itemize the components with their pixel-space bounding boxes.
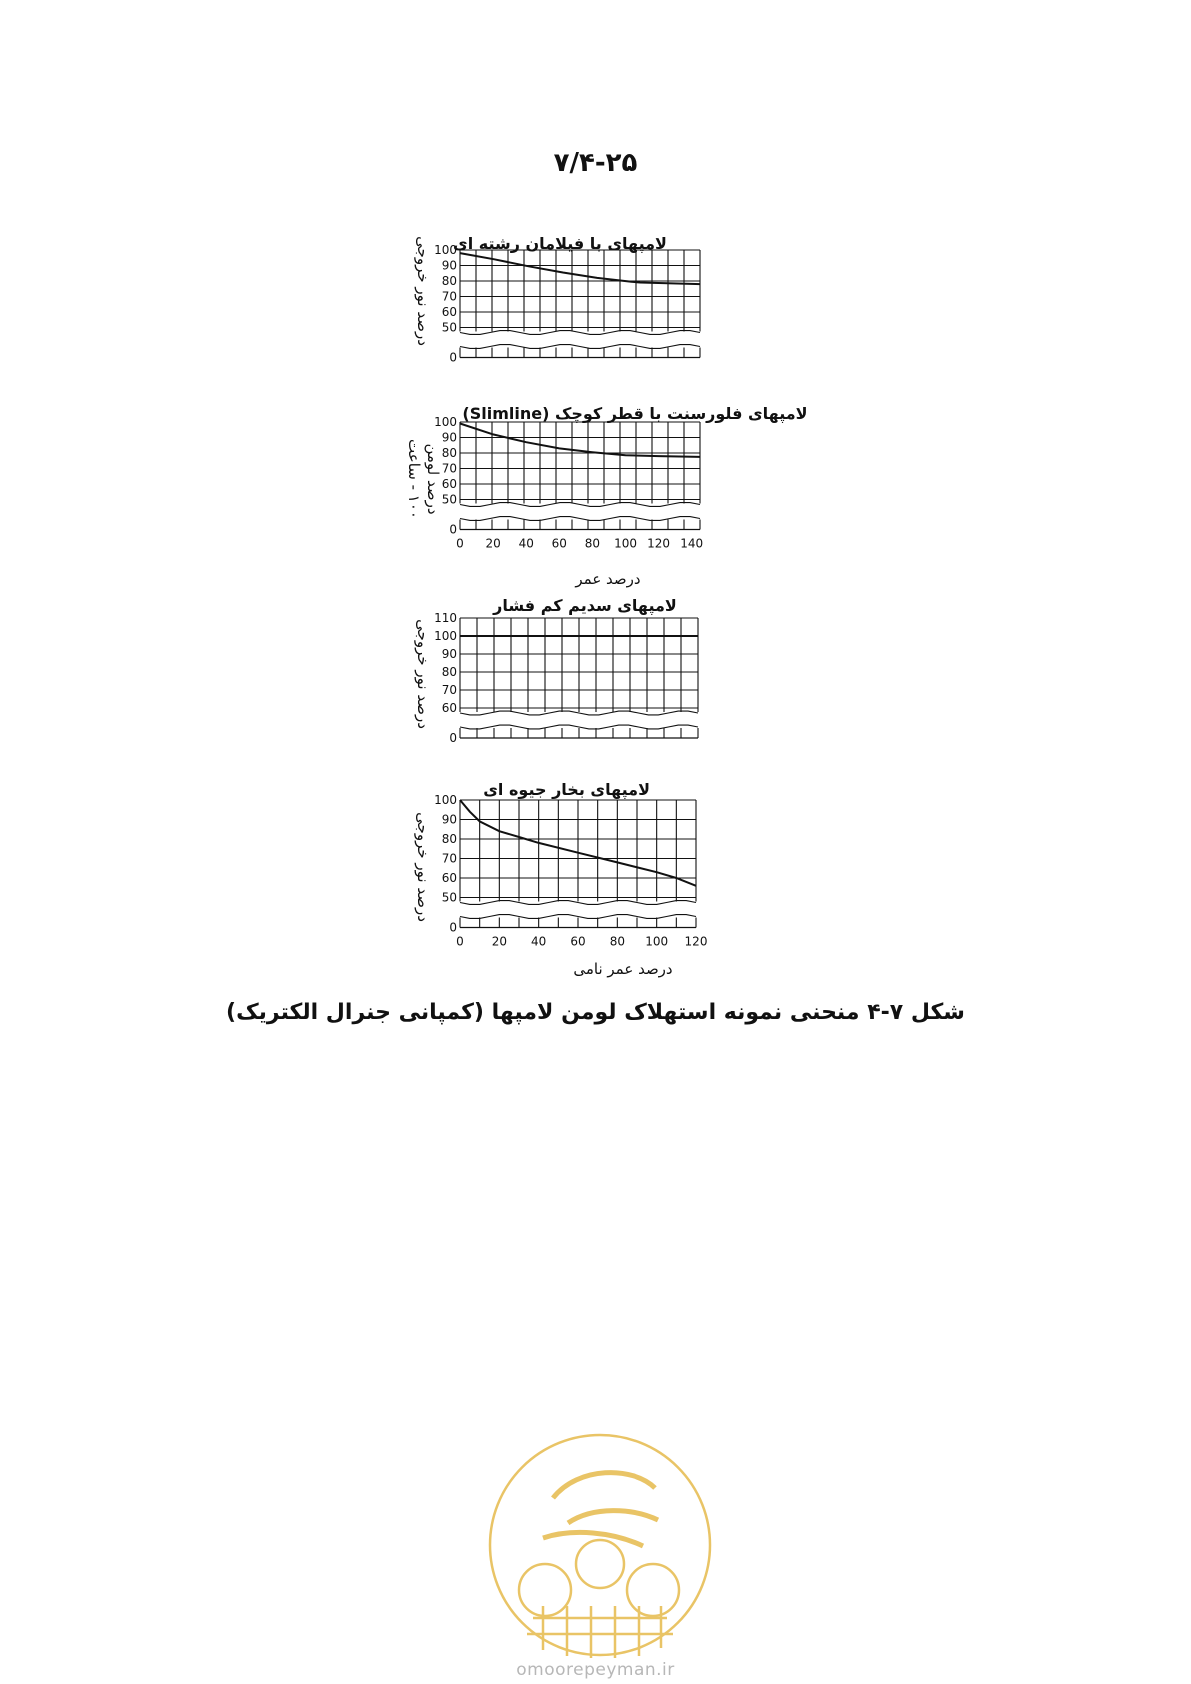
chart-2-xlabel: درصد عمر [575, 570, 641, 588]
chart-2-title: لامپهای فلورسنت با قطر کوچک (Slimline) [462, 404, 808, 423]
chart-2-series-line [460, 424, 700, 457]
chart-1-ylabel: درصد نور خروجی [414, 236, 432, 346]
chart-1-grid [460, 250, 700, 358]
chart-4-y-tick-label: 60 [441, 871, 457, 885]
chart-1-series-line [460, 253, 700, 284]
chart-4-x-tick-label: 40 [531, 934, 547, 949]
chart-2-ylabel-line-2: ۱۰۰ - ساعت [405, 439, 423, 519]
chart-1-y-tick-label: 70 [441, 289, 457, 304]
chart-2-y-tick-label: 0 [449, 522, 457, 537]
chart-2-x-tick-label: 140 [680, 536, 704, 551]
chart-1-title: لامپهای با فیلامان رشته ای [453, 234, 667, 253]
axis-break-line [460, 503, 700, 507]
chart-2-y-tick-label: 90 [441, 430, 457, 445]
page-number: ۷/۴-۲۵ [553, 148, 638, 178]
chart-1-y-tick-label: 90 [441, 258, 457, 273]
chart-4-plot [430, 793, 730, 956]
chart-2-x-tick-label: 80 [584, 536, 601, 551]
chart-4-x-tick-label: 100 [645, 934, 669, 949]
chart-3-y-tick-label: 80 [441, 665, 457, 679]
chart-3-y-tick-label: 70 [441, 683, 457, 697]
chart-4-x-tick-label: 20 [491, 934, 507, 949]
chart-1-y-tick-label: 50 [441, 320, 457, 335]
chart-2-x-tick-label: 100 [614, 536, 637, 551]
chart-2-y-tick-label: 80 [441, 446, 457, 460]
chart-4-y-tick-label: 80 [441, 832, 457, 846]
chart-4-x-tick-label: 0 [456, 934, 464, 949]
axis-break-line [460, 345, 700, 349]
chart-4-x-tick-label: 120 [684, 934, 708, 949]
axis-break-line [460, 331, 700, 335]
chart-2-x-tick-label: 40 [518, 536, 534, 551]
chart-4-y-tick-label: 100 [434, 793, 457, 807]
chart-4-grid [460, 800, 696, 928]
chart-2-ylabel-line-1: درصد لومن [424, 443, 442, 515]
chart-3-y-tick-label: 100 [434, 629, 457, 643]
chart-1-y-tick-label: 0 [449, 350, 457, 365]
axis-break-line [460, 517, 700, 521]
chart-2-x-tick-label: 20 [485, 536, 501, 551]
chart-1-y-tick-label: 100 [434, 243, 457, 257]
chart-3-y-tick-label: 0 [449, 731, 457, 745]
chart-4-y-tick-label: 50 [441, 890, 457, 905]
chart-2-x-tick-label: 0 [456, 536, 464, 551]
chart-3-title: لامپهای سدیم کم فشار [493, 596, 677, 615]
figure-caption: شکل ۷-۴ منحنی نمونه استهلاک لومن لامپها (کمپانی جنرال الکتریک) [226, 1000, 965, 1025]
chart-4-ylabel: درصد نور خروجی [414, 812, 432, 922]
chart-1-y-tick-label: 80 [441, 274, 457, 288]
chart-3-y-tick-label: 60 [441, 701, 457, 715]
chart-3-y-tick-label: 90 [441, 647, 457, 661]
chart-2-x-tick-label: 60 [551, 536, 567, 551]
chart-2-grid [460, 422, 700, 530]
chart-2-y-tick-label: 100 [434, 415, 457, 429]
chart-4-y-tick-label: 90 [441, 812, 457, 827]
chart-2-y-tick-label: 50 [441, 492, 457, 507]
chart-3-plot [430, 611, 730, 754]
chart-2-x-tick-label: 120 [647, 536, 671, 551]
chart-4-x-tick-label: 60 [570, 934, 586, 949]
chart-1-y-tick-label: 60 [441, 305, 457, 319]
chart-2-y-tick-label: 70 [441, 461, 457, 476]
chart-2-y-tick-label: 60 [441, 477, 457, 491]
chart-4-xlabel: درصد عمر نامی [573, 960, 673, 978]
chart-2-plot [430, 415, 730, 578]
watermark-logo-icon [483, 1428, 717, 1662]
chart-4-y-tick-label: 0 [449, 920, 457, 935]
chart-4-y-tick-label: 70 [441, 851, 457, 866]
watermark-url: omoorepeyman.ir [516, 1660, 675, 1680]
chart-4-title: لامپهای بخار جیوه ای [483, 780, 650, 799]
chart-3-y-tick-label: 110 [434, 611, 457, 625]
chart-4-x-tick-label: 80 [609, 934, 625, 949]
chart-3-ylabel: درصد نور خروجی [414, 619, 432, 729]
